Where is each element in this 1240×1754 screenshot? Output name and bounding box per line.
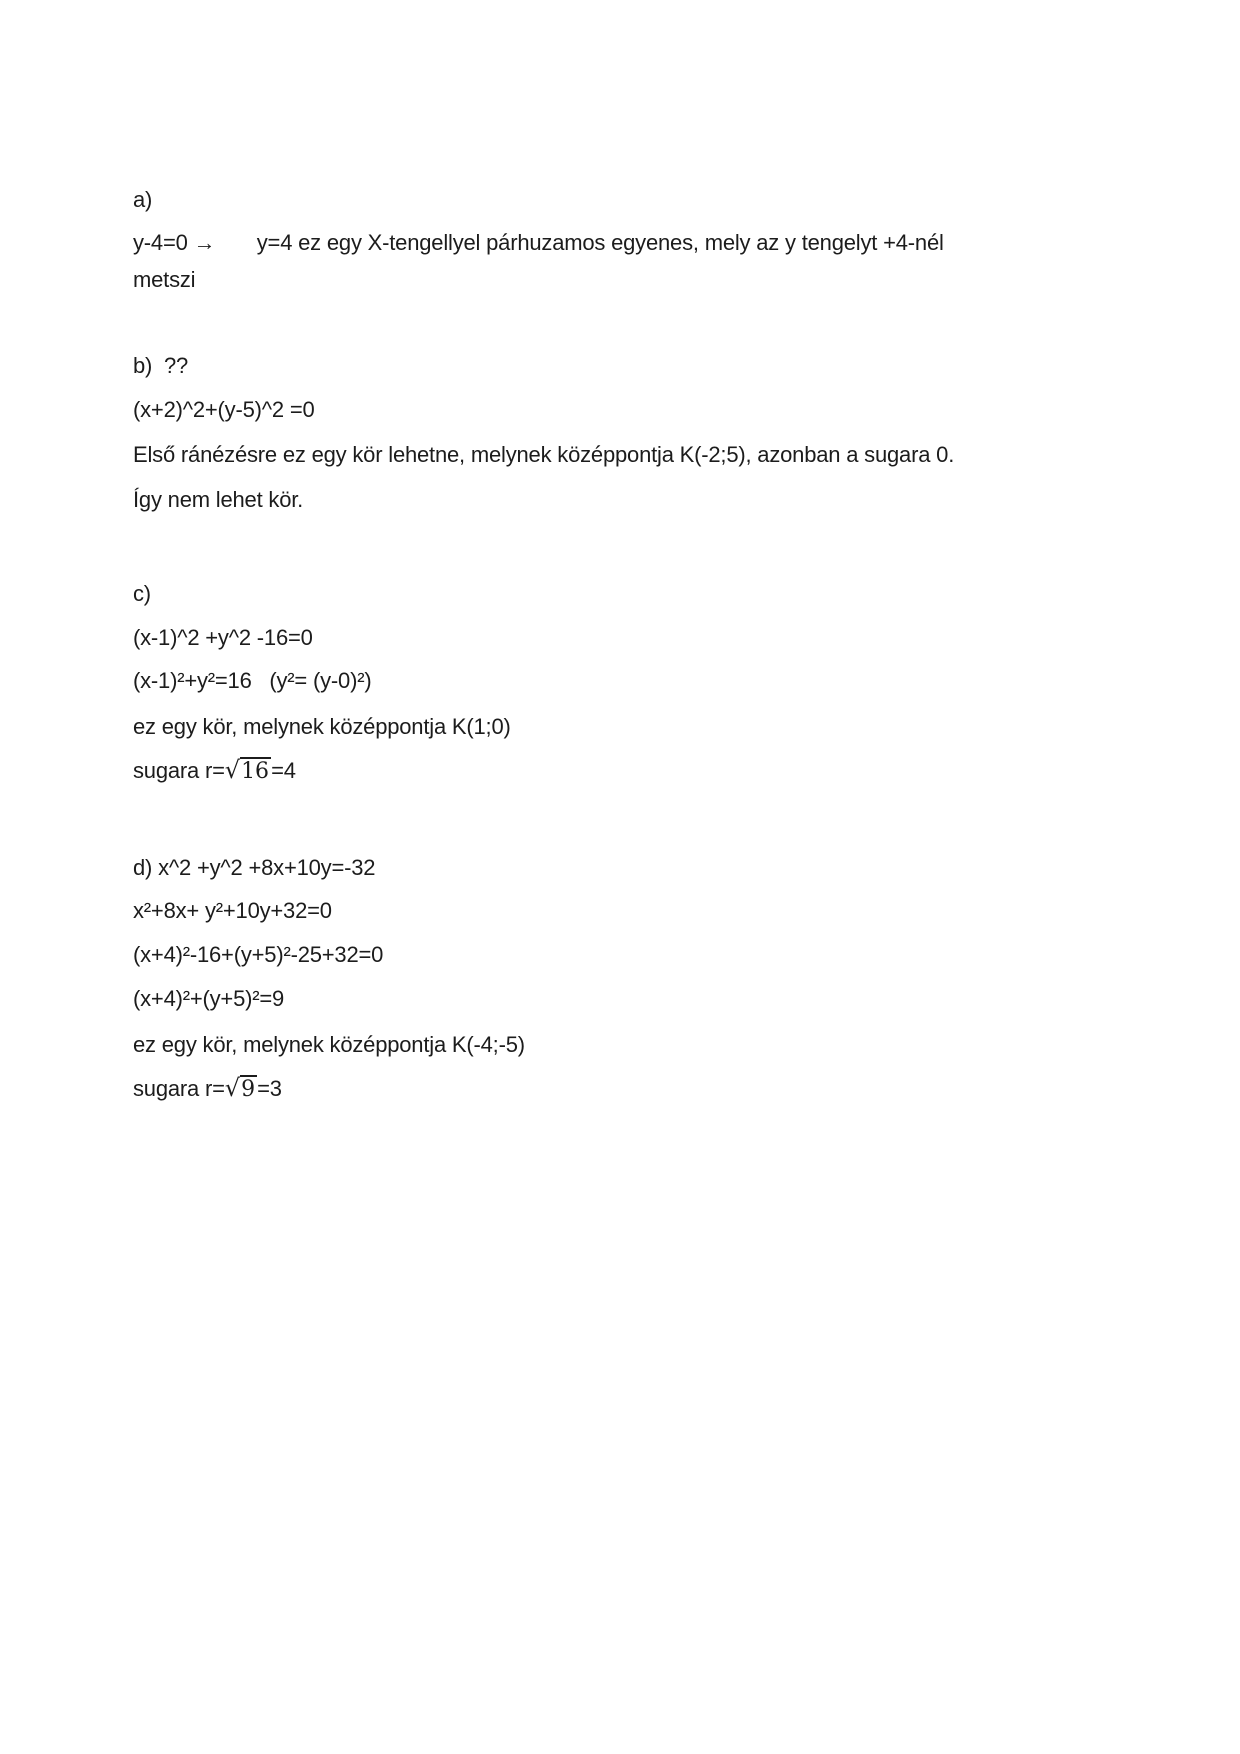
section-b-equation: (x+2)^2+(y-5)^2 =0 — [133, 397, 315, 422]
section-d-label: d) x^2 +y^2 +8x+10y=-32 — [133, 855, 376, 880]
section-c-equation-1: (x-1)^2 +y^2 -16=0 — [133, 625, 313, 650]
section-a-text-line-1: y-4=0 → y=4 ez egy X-tengellyel párhuzamos egyenes, mely az y tengelyt +4-nél — [133, 230, 944, 255]
section-b-analysis: Első ránézésre ez egy kör lehetne, melynek középpontja K(-2;5), azonban a sugara 0. — [133, 442, 955, 467]
section-a-label: a) — [133, 187, 153, 212]
section-b-conclusion: Így nem lehet kör. — [133, 487, 304, 512]
section-c-center-line: ez egy kör, melynek középpontja K(1;0) — [133, 714, 511, 739]
section-d-radius-radicand: 9 — [241, 1077, 256, 1102]
section-d-center-line: ez egy kör, melynek középpontja K(-4;-5) — [133, 1032, 525, 1057]
section-d-equation-3: (x+4)²+(y+5)²=9 — [133, 986, 285, 1011]
section-d-radius-line — [133, 1073, 282, 1104]
square-root-icon: √ — [224, 1074, 241, 1102]
section-d-equation-2: (x+4)²-16+(y+5)²-25+32=0 — [133, 942, 384, 967]
section-d-radius-suffix: =3 — [257, 1076, 282, 1101]
section-a-text-line-2: metszi — [133, 267, 196, 292]
section-b-label: b) ?? — [133, 353, 189, 378]
section-c-radius-line — [133, 755, 296, 786]
section-c-radius-prefix: sugara r= — [133, 758, 225, 783]
section-d-radius-prefix: sugara r= — [133, 1076, 225, 1101]
section-c-radius-suffix: =4 — [271, 758, 296, 783]
section-c-radius-radicand: 16 — [241, 759, 270, 784]
square-root-icon: √ — [224, 756, 241, 784]
section-c-equation-2: (x-1)²+y²=16 (y²= (y-0)²) — [133, 668, 372, 693]
section-c-label: c) — [133, 581, 151, 606]
section-d-equation-1: x²+8x+ y²+10y+32=0 — [133, 898, 332, 923]
